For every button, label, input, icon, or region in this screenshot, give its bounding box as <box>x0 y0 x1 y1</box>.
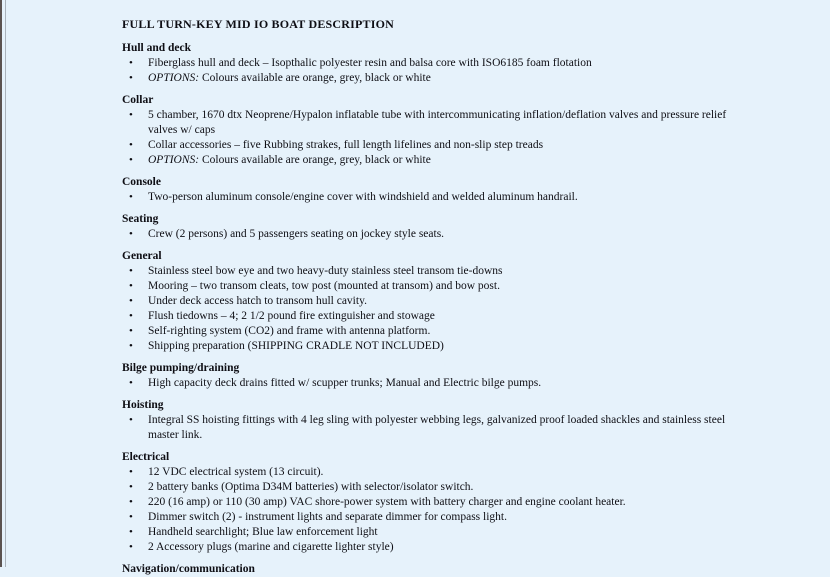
bullet-text-main: Colours available are orange, grey, black or white <box>199 72 431 84</box>
bullet-text <box>148 324 744 339</box>
bullet-icon: • <box>129 340 133 352</box>
bullet-text <box>148 294 744 309</box>
bullet-text <box>148 153 744 168</box>
bullet-text-main: Self-righting system (CO2) and frame with antenna platform. <box>148 325 431 337</box>
bullet-item <box>122 138 744 153</box>
bullet-item <box>122 309 744 324</box>
bullet-text-main: Integral SS hoisting fittings with 4 leg sling with polyester webbing legs, galvanized proof loaded shackles and stainless steel master link. <box>148 414 726 441</box>
bullet-icon: • <box>129 466 133 478</box>
bullet-text-main: Shipping preparation (SHIPPING CRADLE NOT INCLUDED) <box>148 340 444 352</box>
bullet-item <box>122 190 744 205</box>
bullet-item <box>122 324 744 339</box>
bullet-text <box>148 227 744 242</box>
bullet-text-main: 2 Accessory plugs (marine and cigarette lighter style) <box>148 541 394 553</box>
bullet-text <box>148 525 744 540</box>
bullet-text <box>148 56 744 71</box>
bullet-item <box>122 264 744 279</box>
section-heading: Seating <box>122 213 159 225</box>
bullet-text <box>148 108 744 138</box>
section-heading: Electrical <box>122 451 170 463</box>
document-section <box>122 175 744 205</box>
bullet-text <box>148 339 744 354</box>
section-heading: Console <box>122 176 161 188</box>
bullet-icon: • <box>129 295 133 307</box>
bullet-item <box>122 153 744 168</box>
bullet-item <box>122 108 744 138</box>
bullet-text <box>148 540 744 555</box>
bullet-text <box>148 376 744 391</box>
bullet-item <box>122 227 744 242</box>
section-bullet-list <box>122 56 744 86</box>
document-section <box>122 450 744 555</box>
bullet-text-main: High capacity deck drains fitted w/ scupper trunks; Manual and Electric bilge pumps. <box>148 377 542 389</box>
bullet-item <box>122 376 744 391</box>
page-left-edge-line <box>5 0 6 567</box>
bullet-item <box>122 339 744 354</box>
bullet-icon: • <box>129 57 133 69</box>
bullet-text-main: Crew (2 persons) and 5 passengers seating on jockey style seats. <box>148 228 445 240</box>
section-bullet-list <box>122 465 744 555</box>
bullet-item <box>122 71 744 86</box>
document-section <box>122 398 744 443</box>
section-bullet-list <box>122 227 744 242</box>
bullet-text <box>148 465 744 480</box>
bullet-icon: • <box>129 139 133 151</box>
bullet-text-main: 12 VDC electrical system (13 circuit). <box>148 466 324 478</box>
bullet-item <box>122 465 744 480</box>
bullet-text-main: 2 battery banks (Optima D34M batteries) with selector/isolator switch. <box>148 481 474 493</box>
document-section <box>122 249 744 354</box>
document-content <box>122 17 744 577</box>
bullet-text-main: Mooring – two transom cleats, tow post (mounted at transom) and bow post. <box>148 280 500 292</box>
bullet-icon: • <box>129 228 133 240</box>
document-section <box>122 361 744 391</box>
bullet-text-main: Flush tiedowns – 4; 2 1/2 pound fire extinguisher and stowage <box>148 310 435 322</box>
section-heading: General <box>122 250 162 262</box>
bullet-item <box>122 525 744 540</box>
bullet-icon: • <box>129 414 133 426</box>
bullet-text <box>148 264 744 279</box>
bullet-text-main: Stainless steel bow eye and two heavy-duty stainless steel transom tie-downs <box>148 265 503 277</box>
section-heading: Hoisting <box>122 399 164 411</box>
bullet-text-main: Dimmer switch (2) - instrument lights and separate dimmer for compass light. <box>148 511 507 523</box>
section-heading: Bilge pumping/draining <box>122 362 240 374</box>
bullet-icon: • <box>129 109 133 121</box>
section-bullet-list <box>122 376 744 391</box>
bullet-item <box>122 480 744 495</box>
bullet-icon: • <box>129 526 133 538</box>
bullet-item <box>122 495 744 510</box>
bullet-italic-prefix: OPTIONS: <box>148 154 200 166</box>
section-heading: Collar <box>122 94 154 106</box>
section-heading: Hull and deck <box>122 42 192 54</box>
bullet-text-main: Under deck access hatch to transom hull cavity. <box>148 295 367 307</box>
document-title: FULL TURN-KEY MID IO BOAT DESCRIPTION <box>122 17 394 31</box>
bullet-icon: • <box>129 265 133 277</box>
bullet-text-main: 5 chamber, 1670 dtx Neoprene/Hypalon inflatable tube with intercommunicating inflation/deflation valves and pressure relief valves w/ caps <box>148 109 727 136</box>
bullet-text-main: Fiberglass hull and deck – Isopthalic polyester resin and balsa core with ISO6185 foam flotation <box>148 57 592 69</box>
section-bullet-list <box>122 413 744 443</box>
bullet-icon: • <box>129 377 133 389</box>
bullet-icon: • <box>129 72 133 84</box>
bullet-text <box>148 71 744 86</box>
bullet-icon: • <box>129 310 133 322</box>
bullet-text <box>148 495 744 510</box>
bullet-item <box>122 56 744 71</box>
bullet-item <box>122 510 744 525</box>
bullet-text <box>148 279 744 294</box>
bullet-text <box>148 413 744 443</box>
section-bullet-list <box>122 108 744 168</box>
bullet-item <box>122 540 744 555</box>
bullet-italic-prefix: OPTIONS: <box>148 72 200 84</box>
bullet-text <box>148 138 744 153</box>
bullet-icon: • <box>129 511 133 523</box>
bullet-icon: • <box>129 496 133 508</box>
bullet-icon: • <box>129 325 133 337</box>
section-bullet-list <box>122 190 744 205</box>
section-bullet-list <box>122 264 744 354</box>
document-section <box>122 212 744 242</box>
bullet-text-main: 220 (16 amp) or 110 (30 amp) VAC shore-power system with battery charger and engine coolant heater. <box>148 496 626 508</box>
bullet-icon: • <box>129 191 133 203</box>
bullet-text-main: Colours available are orange, grey, black or white <box>199 154 431 166</box>
bullet-text <box>148 190 744 205</box>
bullet-text-main: Handheld searchlight; Blue law enforcement light <box>148 526 378 538</box>
bullet-text <box>148 480 744 495</box>
document-section <box>122 93 744 168</box>
sections-container <box>122 41 744 555</box>
bullet-icon: • <box>129 481 133 493</box>
bullet-text <box>148 510 744 525</box>
document-section <box>122 41 744 86</box>
bullet-item <box>122 279 744 294</box>
bullet-item <box>122 294 744 309</box>
bullet-text-main: Collar accessories – five Rubbing strakes, full length lifelines and non-slip step treads <box>148 139 544 151</box>
bullet-icon: • <box>129 541 133 553</box>
bullet-icon: • <box>129 280 133 292</box>
bullet-text <box>148 309 744 324</box>
bullet-icon: • <box>129 154 133 166</box>
bullet-text-main: Two-person aluminum console/engine cover with windshield and welded aluminum handrail. <box>148 191 578 203</box>
clipped-next-section-heading: Navigation/communication <box>122 563 255 575</box>
page-left-edge-bar <box>0 0 2 567</box>
bullet-item <box>122 413 744 443</box>
